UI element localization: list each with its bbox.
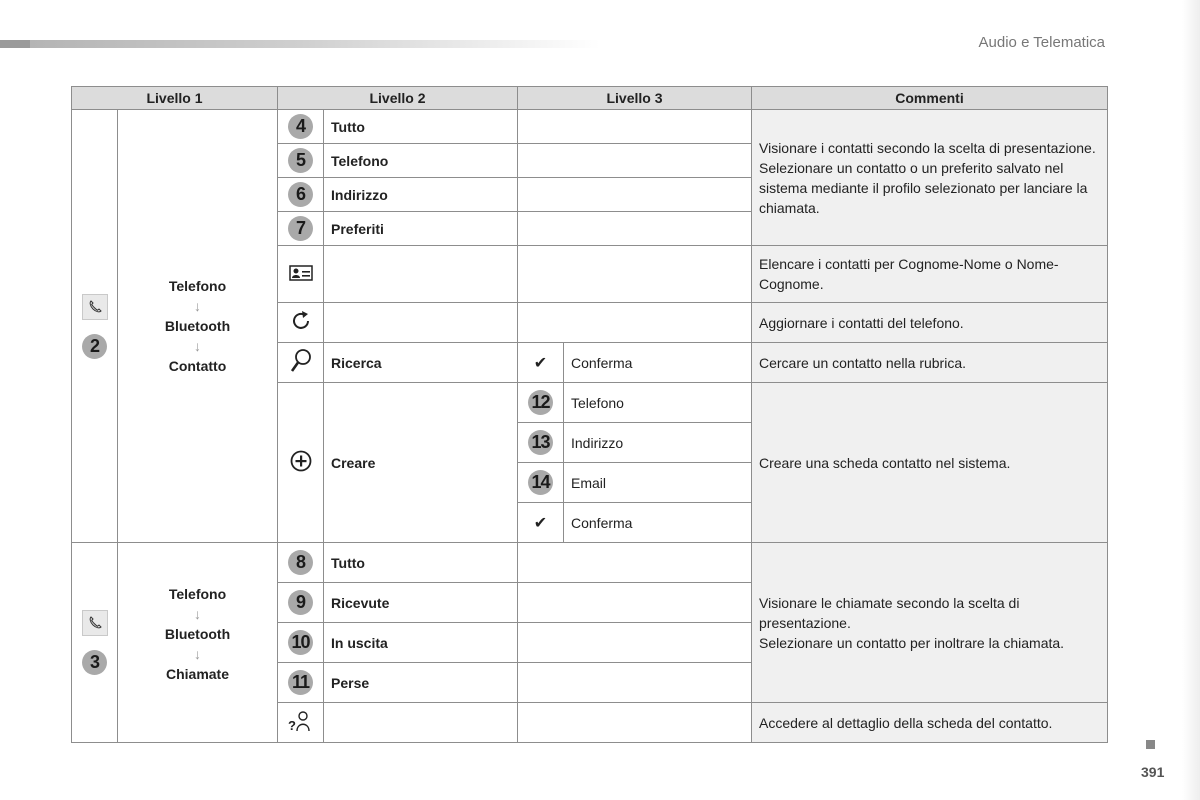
- badge-cell: [518, 463, 564, 503]
- create-button[interactable]: [278, 383, 324, 543]
- step-badge: 4: [288, 114, 313, 139]
- confirm-create[interactable]: Conferma: [564, 503, 752, 543]
- column-header-level2: Livello 2: [278, 87, 518, 110]
- path-step: Telefono: [168, 585, 227, 602]
- empty-cell: [518, 246, 752, 303]
- field-email[interactable]: Email: [564, 463, 752, 503]
- phone-handset-icon: [82, 610, 108, 636]
- step-badge: 3: [82, 650, 107, 675]
- contact-card-icon: [289, 265, 313, 281]
- step-badge: 6: [288, 182, 313, 207]
- step-badge: 5: [288, 148, 313, 173]
- empty-cell: [324, 703, 518, 743]
- badge-cell: [518, 423, 564, 463]
- empty-cell: [518, 144, 752, 178]
- step-badge: 11: [288, 670, 313, 695]
- arrow-down-icon: ↓: [194, 645, 201, 662]
- refresh-icon: [289, 309, 313, 333]
- badge-cell: [278, 663, 324, 703]
- step-badge: 10: [288, 630, 313, 655]
- svg-text:?: ?: [287, 718, 296, 733]
- table-row: [72, 543, 1108, 583]
- column-header-level1: Livello 1: [72, 87, 278, 110]
- comment-create: Creare una scheda contatto nel sistema.: [752, 383, 1108, 543]
- empty-cell: [518, 703, 752, 743]
- check-icon: ✔: [518, 503, 564, 543]
- empty-cell: [518, 110, 752, 144]
- comment-display-contacts: [752, 110, 1108, 246]
- empty-cell: [518, 583, 752, 623]
- step-badge: 13: [528, 430, 553, 455]
- arrow-down-icon: ↓: [194, 298, 201, 314]
- calls-option-all[interactable]: Tutto: [324, 543, 518, 583]
- badge-cell: [278, 212, 324, 246]
- comment-text: Visionare i contatti secondo la scelta di presentazione. Selezionare un contatto o un preferito salvato nel sistema mediante il profilo selezionato per lanciare la chiamata.: [759, 139, 1096, 216]
- contacts-category-cell: [72, 110, 118, 543]
- phone-handset-icon: [82, 294, 108, 320]
- badge-cell: [278, 543, 324, 583]
- path-step: Chiamate: [165, 665, 230, 682]
- step-badge: 8: [288, 550, 313, 575]
- contact-detail-button[interactable]: [278, 703, 324, 743]
- empty-cell: [518, 623, 752, 663]
- calls-menu-path: [118, 543, 278, 743]
- empty-cell: [518, 212, 752, 246]
- comment-refresh: Aggiornare i contatti del telefono.: [752, 303, 1108, 343]
- comment-search: Cercare un contatto nella rubrica.: [752, 343, 1108, 383]
- contacts-menu-path: [118, 110, 278, 543]
- column-header-comments: Commenti: [752, 87, 1108, 110]
- confirm-search[interactable]: Conferma: [564, 343, 752, 383]
- path-step: Telefono: [168, 278, 227, 294]
- arrow-down-icon: ↓: [194, 338, 201, 354]
- step-badge: 12: [528, 390, 553, 415]
- path-step: Bluetooth: [164, 318, 231, 334]
- column-header-level3: Livello 3: [518, 87, 752, 110]
- badge-cell: [278, 110, 324, 144]
- empty-cell: [518, 543, 752, 583]
- top-decorative-bar: [0, 40, 600, 48]
- table-header-row: [72, 87, 1108, 110]
- page-marker: [1146, 740, 1155, 749]
- contact-detail-icon: [288, 709, 314, 733]
- empty-cell: [518, 303, 752, 343]
- option-all[interactable]: Tutto: [324, 110, 518, 144]
- sort-button[interactable]: [278, 246, 324, 303]
- option-favorites[interactable]: Preferiti: [324, 212, 518, 246]
- create-label: Creare: [324, 383, 518, 543]
- badge-cell: [278, 144, 324, 178]
- arrow-down-icon: ↓: [194, 605, 201, 622]
- check-icon: ✔: [518, 343, 564, 383]
- empty-cell: [518, 178, 752, 212]
- comment-text: Visionare le chiamate secondo la scelta di presentazione. Selezionare un contatto per inoltrare la chiamata.: [759, 594, 1065, 651]
- field-address[interactable]: Indirizzo: [564, 423, 752, 463]
- calls-category-cell: [72, 543, 118, 743]
- empty-cell: [518, 663, 752, 703]
- badge-cell: [278, 583, 324, 623]
- comment-calls: [752, 543, 1108, 703]
- option-address[interactable]: Indirizzo: [324, 178, 518, 212]
- empty-cell: [324, 246, 518, 303]
- page-edge-shadow: [1182, 0, 1200, 800]
- badge-cell: [278, 178, 324, 212]
- path-step: Contatto: [168, 358, 227, 374]
- path-step: Bluetooth: [164, 625, 231, 642]
- menu-table: [71, 86, 1108, 743]
- comment-sort: Elencare i contatti per Cognome-Nome o Nome-Cognome.: [752, 246, 1108, 303]
- calls-option-missed[interactable]: Perse: [324, 663, 518, 703]
- empty-cell: [324, 303, 518, 343]
- field-phone[interactable]: Telefono: [564, 383, 752, 423]
- calls-option-outgoing[interactable]: In uscita: [324, 623, 518, 663]
- calls-option-received[interactable]: Ricevute: [324, 583, 518, 623]
- magnifier-icon: [289, 348, 313, 374]
- step-badge: 2: [82, 334, 107, 359]
- search-label: Ricerca: [324, 343, 518, 383]
- step-badge: 14: [528, 470, 553, 495]
- page-number: 391: [1141, 764, 1165, 780]
- step-badge: 9: [288, 590, 313, 615]
- search-button[interactable]: [278, 343, 324, 383]
- section-title: Audio e Telematica: [978, 34, 1105, 51]
- refresh-button[interactable]: [278, 303, 324, 343]
- step-badge: 7: [288, 216, 313, 241]
- badge-cell: [278, 623, 324, 663]
- plus-circle-icon: [289, 449, 313, 473]
- option-phone[interactable]: Telefono: [324, 144, 518, 178]
- badge-cell: [518, 383, 564, 423]
- comment-contact-detail: Accedere al dettaglio della scheda del contatto.: [752, 703, 1108, 743]
- table-row: [72, 110, 1108, 144]
